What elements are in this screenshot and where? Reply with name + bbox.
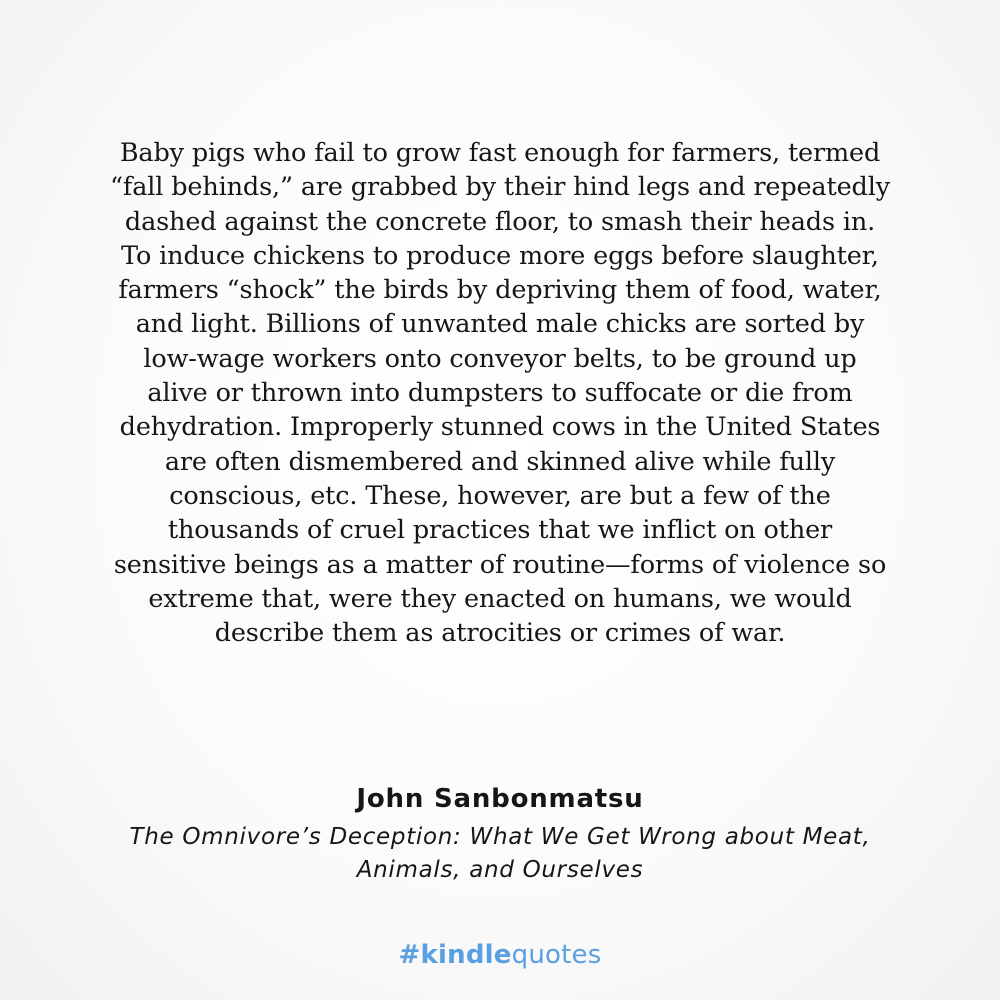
quote-line: extreme that, were they enacted on humans, we would [148,583,852,614]
author-name: John Sanbonmatsu [356,784,644,814]
quote-text [55,136,945,650]
book-title [40,821,960,887]
hashtag-quotes: quotes [511,940,602,970]
quote-line: describe them as atrocities or crimes of war. [214,618,786,649]
book-title-line: The Omnivore’s Deception: What We Get Wrong about Meat, [129,824,871,850]
quote-line: and light. Billions of unwanted male chicks are sorted by [135,309,865,340]
quote-line: conscious, etc. These, however, are but a few of the [169,480,831,511]
quote-line: dashed against the concrete floor, to smash their heads in. [124,206,876,237]
hashtag-kindle: #kindle [398,940,512,970]
book-title-line: Animals, and Ourselves [356,857,644,883]
quote-line: sensitive beings as a matter of routine—forms of violence so [113,549,887,580]
kindle-quotes-hashtag [0,938,1000,972]
quote-line: alive or thrown into dumpsters to suffocate or die from [147,378,853,409]
quote-line: “fall behinds,” are grabbed by their hind legs and repeatedly [110,172,890,203]
quote-line: farmers “shock” the birds by depriving them of food, water, [118,275,882,306]
quote-line: are often dismembered and skinned alive while fully [164,446,836,477]
quote-line: dehydration. Improperly stunned cows in the United States [119,412,881,443]
quote-line: thousands of cruel practices that we inflict on other [167,515,833,546]
quote-line: low-wage workers onto conveyor belts, to be ground up [143,343,857,374]
quote-line: To induce chickens to produce more eggs before slaughter, [121,240,879,271]
quote-line: Baby pigs who fail to grow fast enough for farmers, termed [119,138,881,168]
